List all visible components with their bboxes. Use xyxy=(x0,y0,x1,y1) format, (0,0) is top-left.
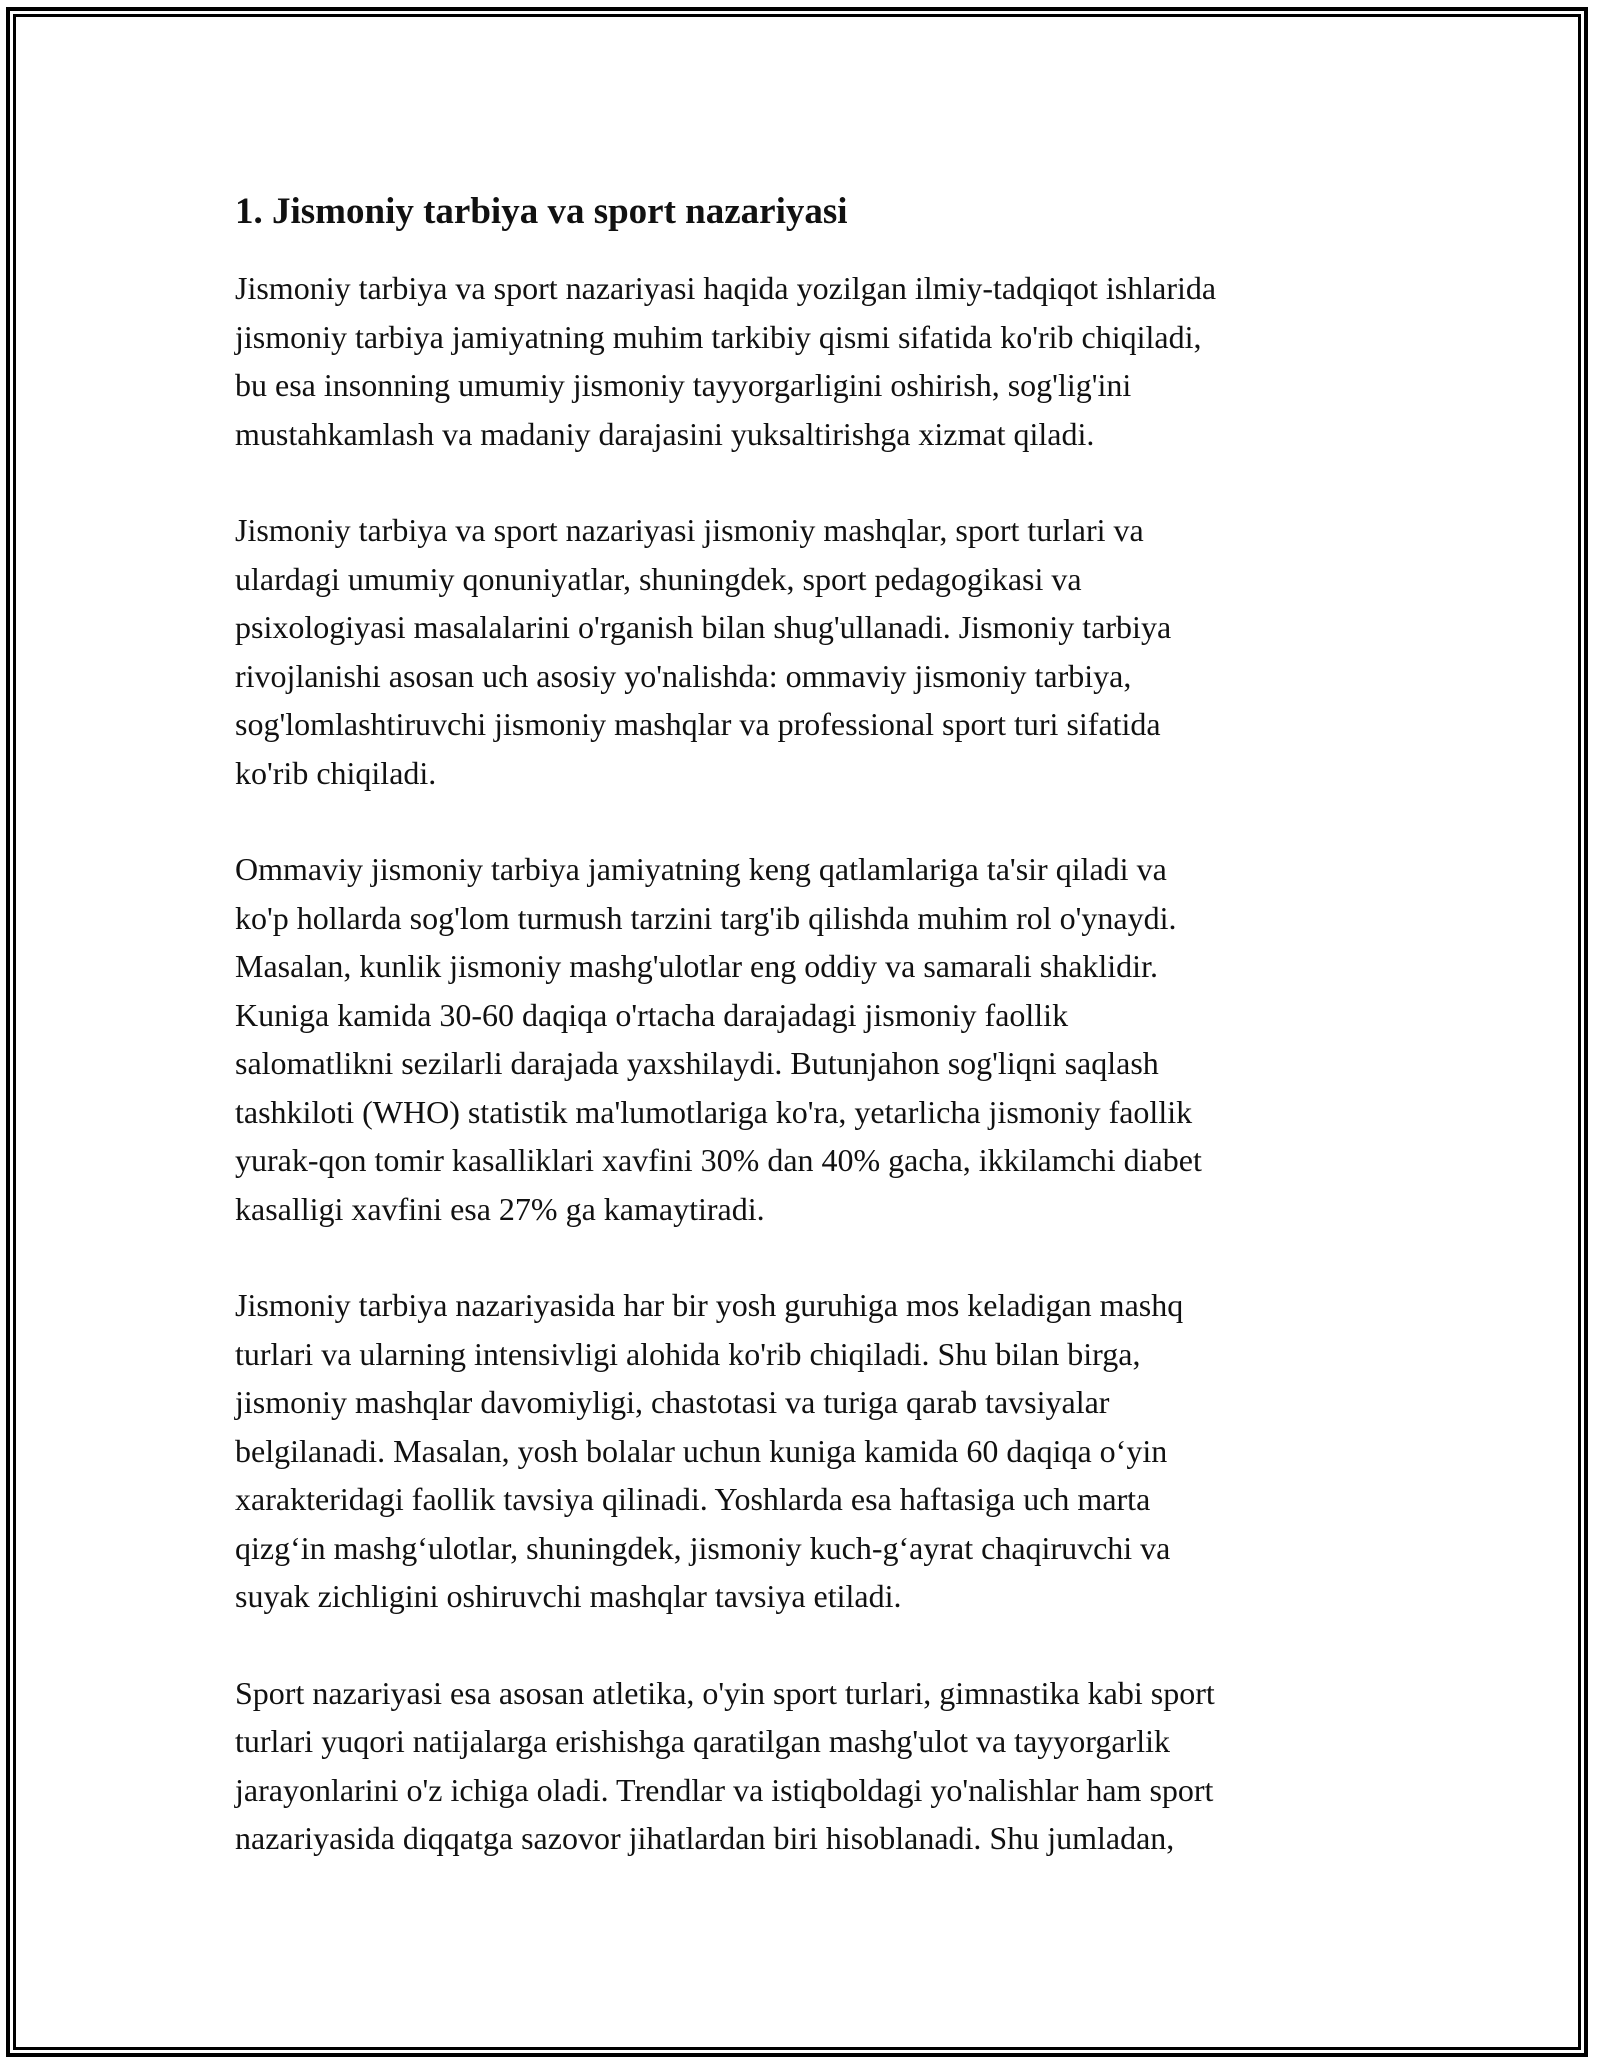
text-line: salomatlikni sezilarli darajada yaxshilaydi. Butunjahon sog'liqni saqlash xyxy=(235,1045,1159,1081)
text-line: qizg‘in mashg‘ulotlar, shuningdek, jismoniy kuch-g‘ayrat chaqiruvchi va xyxy=(235,1529,1171,1566)
text-line: bu esa insonning umumiy jismoniy tayyorgarligini oshirish, sog'lig'ini xyxy=(235,367,1132,403)
text-line: turlari va ularning intensivligi alohida ko'rib chiqiladi. Shu bilan birga, xyxy=(235,1335,1141,1372)
text-line: rivojlanishi asosan uch asosiy yo'nalishda: ommaviy jismoniy tarbiya, xyxy=(235,657,1132,694)
text-line: ko'rib chiqiladi. xyxy=(235,754,437,791)
text-line: sog'lomlashtiruvchi jismoniy mashqlar va professional sport turi sifatida xyxy=(235,706,1161,742)
paragraph-5 xyxy=(235,1669,1375,1863)
text-line: yurak-qon tomir kasalliklari xavfini 30% dan 40% gacha, ikkilamchi diabet xyxy=(235,1142,1202,1178)
text-line: Ommaviy jismoniy tarbiya jamiyatning keng qatlamlariga ta'sir qiladi va xyxy=(235,851,1167,887)
text-line: Sport nazariyasi esa asosan atletika, o'yin sport turlari, gimnastika kabi sport xyxy=(235,1674,1215,1711)
text-line: nazariyasida diqqatga sazovor jihatlardan biri hisoblanadi. Shu jumladan, xyxy=(235,1820,1175,1856)
text-line: psixologiyasi masalalarini o'rganish bilan shug'ullanadi. Jismoniy tarbiya xyxy=(235,609,1172,645)
text-line: Masalan, kunlik jismoniy mashg'ulotlar eng oddiy va samarali shaklidir. xyxy=(235,948,1158,984)
text-line: ulardagi umumiy qonuniyatlar, shuningdek, sport pedagogikasi va xyxy=(235,560,1082,597)
text-line: suyak zichligini oshiruvchi mashqlar tavsiya etiladi. xyxy=(235,1578,902,1614)
paragraph-4 xyxy=(235,1281,1375,1621)
text-line: Jismoniy tarbiya nazariyasida har bir yosh guruhiga mos keladigan mashq xyxy=(235,1287,1184,1323)
text-line: mustahkamlash va madaniy darajasini yuksaltirishga xizmat qiladi. xyxy=(235,415,1095,452)
text-line: Jismoniy tarbiya va sport nazariyasi jismoniy mashqlar, sport turlari va xyxy=(235,512,1144,548)
text-line: ko'p hollarda sog'lom turmush tarzini targ'ib qilishda muhim rol o'ynaydi. xyxy=(235,899,1177,936)
text-line: xarakteridagi faollik tavsiya qilinadi. Yoshlarda esa haftasiga uch marta xyxy=(235,1481,1151,1517)
document-body xyxy=(235,186,1375,1911)
text-line: tashkiloti (WHO) statistik ma'lumotlariga ko'ra, yetarlicha jismoniy faollik xyxy=(235,1093,1193,1130)
paragraph-2 xyxy=(235,506,1375,797)
text-line: jismoniy tarbiya jamiyatning muhim tarkibiy qismi sifatida ko'rib chiqiladi, xyxy=(235,318,1202,355)
text-line: jarayonlarini o'z ichiga oladi. Trendlar va istiqboldagi yo'nalishlar ham sport xyxy=(235,1771,1214,1808)
paragraph-3 xyxy=(235,845,1375,1233)
paragraph-1 xyxy=(235,264,1375,458)
section-heading: 1. Jismoniy tarbiya va sport nazariyasi xyxy=(235,191,848,232)
text-line: Kuniga kamida 30-60 daqiqa o'rtacha darajadagi jismoniy faollik xyxy=(235,996,1069,1033)
text-line: kasalligi xavfini esa 27% ga kamaytiradi. xyxy=(235,1190,765,1227)
text-line: turlari yuqori natijalarga erishishga qaratilgan mashg'ulot va tayyorgarlik xyxy=(235,1723,1170,1759)
text-line: jismoniy mashqlar davomiyligi, chastotasi va turiga qarab tavsiyalar xyxy=(235,1384,1110,1420)
text-line: Jismoniy tarbiya va sport nazariyasi haqida yozilgan ilmiy-tadqiqot ishlarida xyxy=(235,270,1217,306)
text-line: belgilanadi. Masalan, yosh bolalar uchun kuniga kamida 60 daqiqa o‘yin xyxy=(235,1432,1168,1469)
